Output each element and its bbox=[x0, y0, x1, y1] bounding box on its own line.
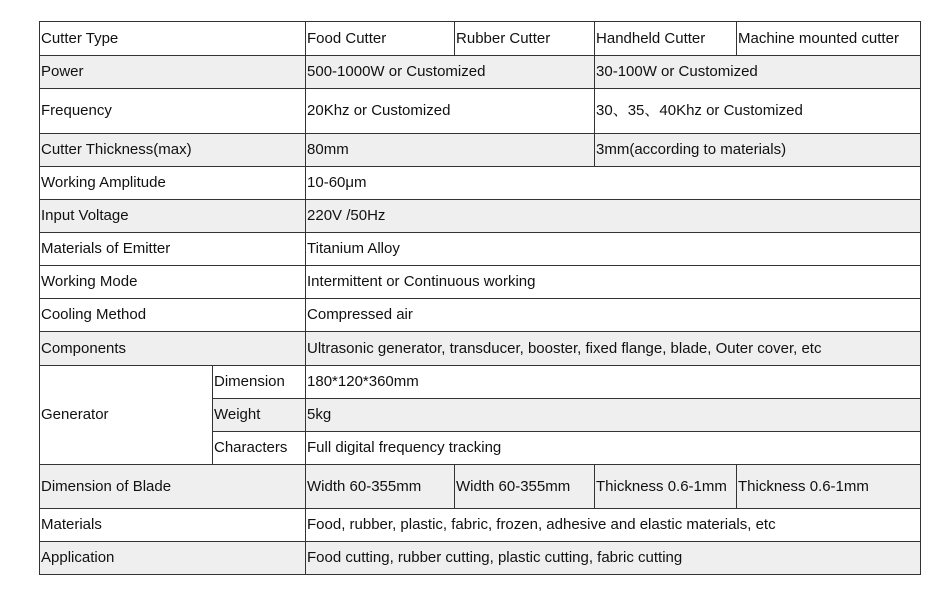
row-application bbox=[40, 542, 921, 575]
power-label: Power bbox=[40, 56, 306, 89]
handheld-cutter-header: Handheld Cutter bbox=[595, 22, 737, 56]
frequency-value-handheld-machine: 30、35、40Khz or Customized bbox=[595, 89, 921, 134]
row-materials-of-emitter bbox=[40, 233, 921, 266]
materials-of-emitter-label: Materials of Emitter bbox=[40, 233, 306, 266]
working-mode-label: Working Mode bbox=[40, 266, 306, 299]
input-voltage-value: 220V /50Hz bbox=[306, 200, 921, 233]
generator-dimension-value: 180*120*360mm bbox=[306, 366, 921, 399]
cutter-thickness-value-food-rubber: 80mm bbox=[306, 134, 595, 167]
working-amplitude-value: 10-60μm bbox=[306, 167, 921, 200]
generator-characters-value: Full digital frequency tracking bbox=[306, 432, 921, 465]
power-value-food-rubber: 500-1000W or Customized bbox=[306, 56, 595, 89]
generator-weight-label: Weight bbox=[213, 399, 306, 432]
row-cutter-type bbox=[40, 22, 921, 56]
cutter-type-label: Cutter Type bbox=[40, 22, 306, 56]
materials-value: Food, rubber, plastic, fabric, frozen, adhesive and elastic materials, etc bbox=[306, 509, 921, 542]
row-components bbox=[40, 332, 921, 366]
working-mode-value: Intermittent or Continuous working bbox=[306, 266, 921, 299]
generator-label: Generator bbox=[40, 366, 213, 465]
row-cutter-thickness bbox=[40, 134, 921, 167]
row-materials bbox=[40, 509, 921, 542]
specification-table bbox=[39, 21, 921, 575]
application-label: Application bbox=[40, 542, 306, 575]
generator-weight-value: 5kg bbox=[306, 399, 921, 432]
materials-label: Materials bbox=[40, 509, 306, 542]
machine-mounted-cutter-header: Machine mounted cutter bbox=[737, 22, 921, 56]
row-input-voltage bbox=[40, 200, 921, 233]
frequency-value-food-rubber: 20Khz or Customized bbox=[306, 89, 595, 134]
blade-handheld-value: Thickness 0.6-1mm bbox=[595, 465, 737, 509]
generator-dimension-label: Dimension bbox=[213, 366, 306, 399]
working-amplitude-label: Working Amplitude bbox=[40, 167, 306, 200]
input-voltage-label: Input Voltage bbox=[40, 200, 306, 233]
row-working-amplitude bbox=[40, 167, 921, 200]
generator-characters-label: Characters bbox=[213, 432, 306, 465]
row-power bbox=[40, 56, 921, 89]
components-value: Ultrasonic generator, transducer, booster, fixed flange, blade, Outer cover, etc bbox=[306, 332, 921, 366]
blade-rubber-value: Width 60-355mm bbox=[455, 465, 595, 509]
power-value-handheld-machine: 30-100W or Customized bbox=[595, 56, 921, 89]
row-cooling-method bbox=[40, 299, 921, 332]
cooling-method-value: Compressed air bbox=[306, 299, 921, 332]
blade-machine-value: Thickness 0.6-1mm bbox=[737, 465, 921, 509]
blade-food-value: Width 60-355mm bbox=[306, 465, 455, 509]
spec-table-container bbox=[39, 21, 921, 575]
frequency-label: Frequency bbox=[40, 89, 306, 134]
application-value: Food cutting, rubber cutting, plastic cutting, fabric cutting bbox=[306, 542, 921, 575]
materials-of-emitter-value: Titanium Alloy bbox=[306, 233, 921, 266]
cutter-thickness-value-handheld-machine: 3mm(according to materials) bbox=[595, 134, 921, 167]
food-cutter-header: Food Cutter bbox=[306, 22, 455, 56]
cooling-method-label: Cooling Method bbox=[40, 299, 306, 332]
components-label: Components bbox=[40, 332, 306, 366]
rubber-cutter-header: Rubber Cutter bbox=[455, 22, 595, 56]
dimension-of-blade-label: Dimension of Blade bbox=[40, 465, 306, 509]
row-working-mode bbox=[40, 266, 921, 299]
cutter-thickness-label: Cutter Thickness(max) bbox=[40, 134, 306, 167]
row-generator-dimension bbox=[40, 366, 921, 399]
row-dimension-of-blade bbox=[40, 465, 921, 509]
row-frequency bbox=[40, 89, 921, 134]
